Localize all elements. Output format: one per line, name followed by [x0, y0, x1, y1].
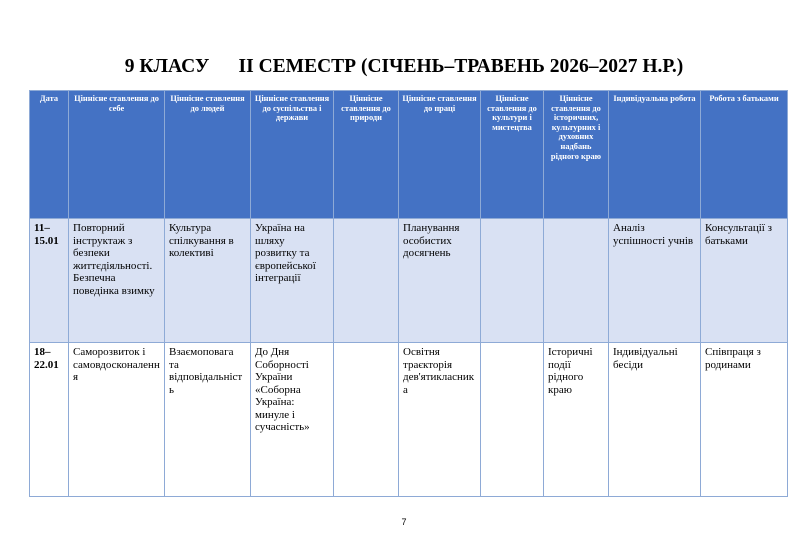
cell-work: Освітня траєкторія дев'ятикласника: [399, 343, 481, 497]
cell-heritage: Історичні події рідного краю: [544, 343, 609, 497]
plan-table: [29, 90, 788, 497]
cell-individual: Індивідуальні бесіди: [609, 343, 701, 497]
header-date: Дата: [30, 91, 69, 219]
header-self: Ціннісне ставлення до себе: [69, 91, 165, 219]
cell-culture: [481, 343, 544, 497]
header-parents: Робота з батьками: [701, 91, 788, 219]
page-number: 7: [401, 517, 407, 527]
cell-self: Повторний інструктаж з безпеки життєдіяльності. Безпечна поведінка взимку: [69, 219, 165, 343]
cell-date: 11–15.01: [30, 219, 69, 343]
cell-society: До Дня Соборності України «Соборна Україна: минуле і сучасність»: [251, 343, 334, 497]
cell-individual: Аналіз успішності учнів: [609, 219, 701, 343]
cell-culture: [481, 219, 544, 343]
cell-work: Планування особистих досягнень: [399, 219, 481, 343]
cell-heritage: [544, 219, 609, 343]
header-people: Ціннісне ставлення до людей: [165, 91, 251, 219]
cell-parents: Консультації з батьками: [701, 219, 788, 343]
cell-date: 18–22.01: [30, 343, 69, 497]
cell-parents: Співпраця з родинами: [701, 343, 788, 497]
cell-people: Взаємоповага та відповідальність: [165, 343, 251, 497]
cell-society: Україна на шляху розвитку та європейської інтеграції: [251, 219, 334, 343]
cell-nature: [334, 219, 399, 343]
header-individual: Індивідуальна робота: [609, 91, 701, 219]
header-culture: Ціннісне ставлення до культури і мистецтва: [481, 91, 544, 219]
table-header-row: [30, 91, 788, 219]
header-work: Ціннісне ставлення до праці: [399, 91, 481, 219]
header-nature: Ціннісне ставлення до природи: [334, 91, 399, 219]
header-society: Ціннісне ставлення до суспільства і держави: [251, 91, 334, 219]
table-row: [30, 343, 788, 497]
document-title: 9 КЛАСУ ІІ СЕМЕСТР (СІЧЕНЬ–ТРАВЕНЬ 2026–2027 Н.Р.): [124, 56, 684, 77]
cell-nature: [334, 343, 399, 497]
table-row: [30, 219, 788, 343]
cell-people: Культура спілкування в колективі: [165, 219, 251, 343]
cell-self: Саморозвиток і самовдосконалення: [69, 343, 165, 497]
header-heritage: Ціннісне ставлення до історичних, культурних і духовних надбань рідного краю: [544, 91, 609, 219]
